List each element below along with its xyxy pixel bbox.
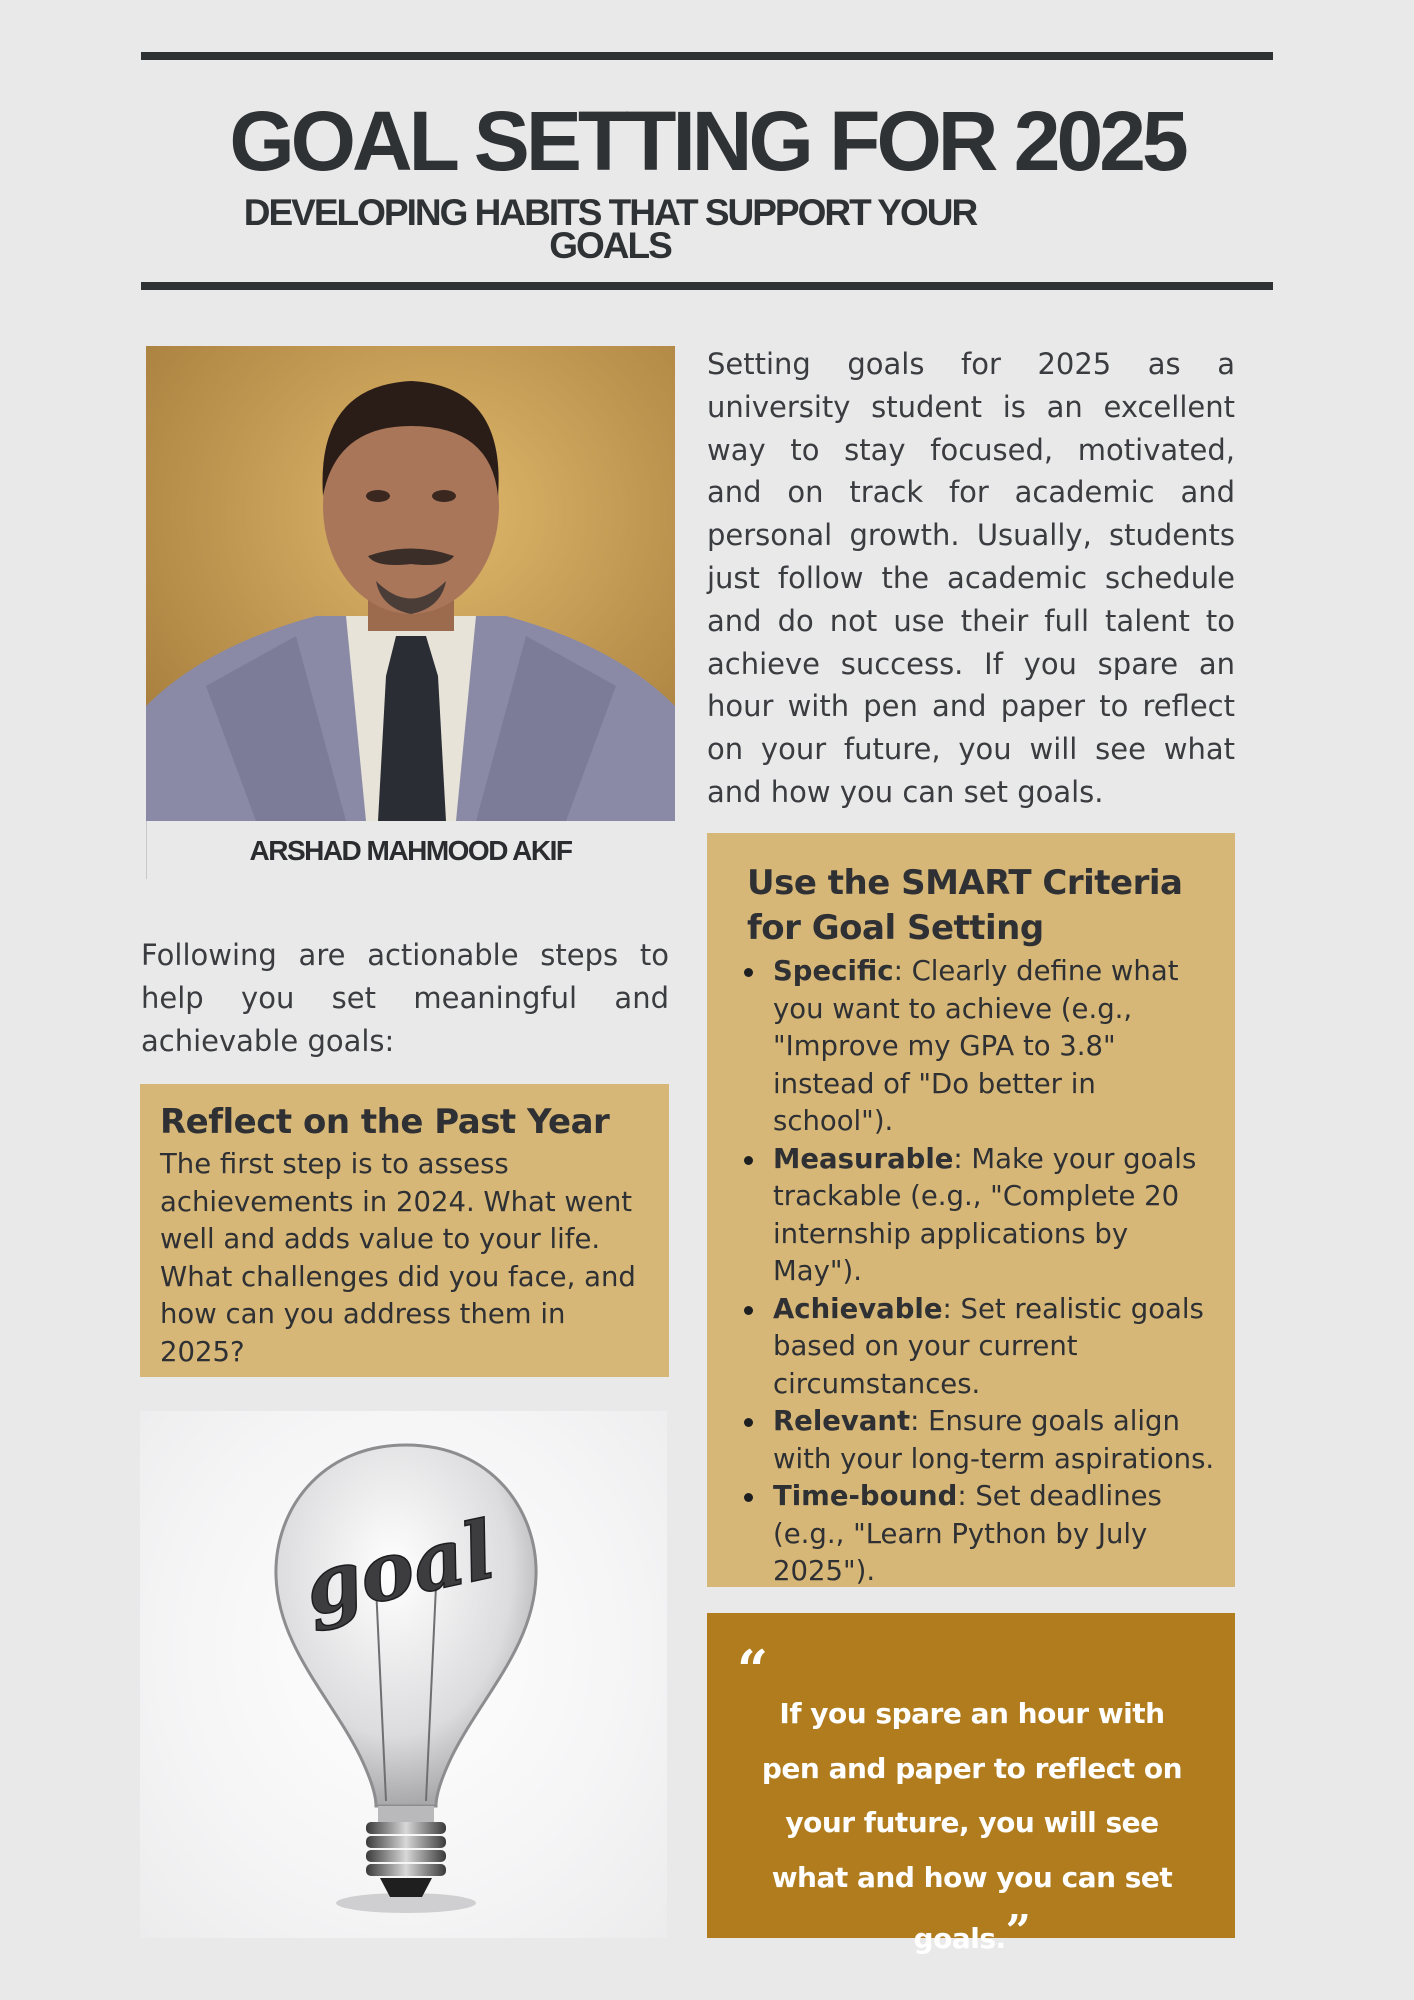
bulb-word: goal xyxy=(295,1502,503,1635)
portrait-illustration xyxy=(146,346,675,821)
smart-description: : Ensure goals align with your long-term aspirations. xyxy=(773,1405,1215,1475)
reflect-section xyxy=(140,1084,669,1377)
reflect-heading: Reflect on the Past Year xyxy=(160,1102,610,1142)
smart-list xyxy=(747,953,1215,1591)
smart-item-relevant xyxy=(747,1403,1215,1478)
smart-term: Specific xyxy=(773,955,894,987)
smart-heading: Use the SMART Criteria for Goal Setting xyxy=(747,863,1183,948)
pull-quote xyxy=(707,1613,1235,1957)
quote-text-block xyxy=(757,1687,1187,1967)
open-quote-icon: “ xyxy=(737,1638,769,1702)
bottom-rule xyxy=(141,282,1273,290)
smart-criteria-section xyxy=(707,833,1235,1587)
page-subtitle: DEVELOPING HABITS THAT SUPPORT YOUR GOALS xyxy=(243,192,977,266)
smart-item-time-bound xyxy=(747,1478,1215,1591)
smart-term: Time-bound xyxy=(773,1480,958,1512)
smart-description: : Clearly define what you want to achieve (e.g., "Improve my GPA to 3.8" instead of "Do better in school"). xyxy=(773,955,1179,1137)
smart-item-achievable xyxy=(747,1291,1215,1404)
author-portrait xyxy=(146,346,675,821)
close-quote-icon: ” xyxy=(1005,1906,1031,1957)
intro-paragraph: Setting goals for 2025 as a university student is an excellent way to stay focused, motivated, and on track for academic and personal growth. Usually, students just follow the academic schedule and do not use their full talent to achieve success. If you spare an hour with pen and paper to reflect on your future, you will see what and how you can set goals. xyxy=(707,347,1235,809)
top-rule xyxy=(141,52,1273,60)
smart-item-specific xyxy=(747,953,1215,1141)
smart-description: : Set realistic goals based on your current circumstances. xyxy=(773,1292,1204,1400)
smart-term: Measurable xyxy=(773,1142,954,1175)
smart-term: Relevant xyxy=(773,1405,911,1437)
reflect-body: The first step is to assess achievements in 2024. What went well and adds value to your life. What challenges did you face, and how can you address them in 2025? xyxy=(160,1148,636,1368)
quote-text: If you spare an hour with pen and paper to reflect on your future, you will see what and how you can set goals. xyxy=(761,1697,1183,1955)
smart-description: : Make your goals trackable (e.g., "Complete 20 internship applications by May"). xyxy=(773,1142,1197,1287)
smart-term: Achievable xyxy=(773,1292,943,1325)
lightbulb-icon xyxy=(140,1411,667,1938)
author-name: ARSHAD MAHMOOD AKIF xyxy=(249,835,572,866)
steps-intro-paragraph: Following are actionable steps to help you set meaningful and achievable goals: xyxy=(141,938,669,1058)
goal-lightbulb-image xyxy=(140,1411,667,1938)
smart-description: : Set deadlines (e.g., "Learn Python by July 2025"). xyxy=(773,1480,1162,1587)
smart-item-measurable xyxy=(747,1141,1215,1291)
page-title: GOAL SETTING FOR 2025 xyxy=(229,94,1185,188)
